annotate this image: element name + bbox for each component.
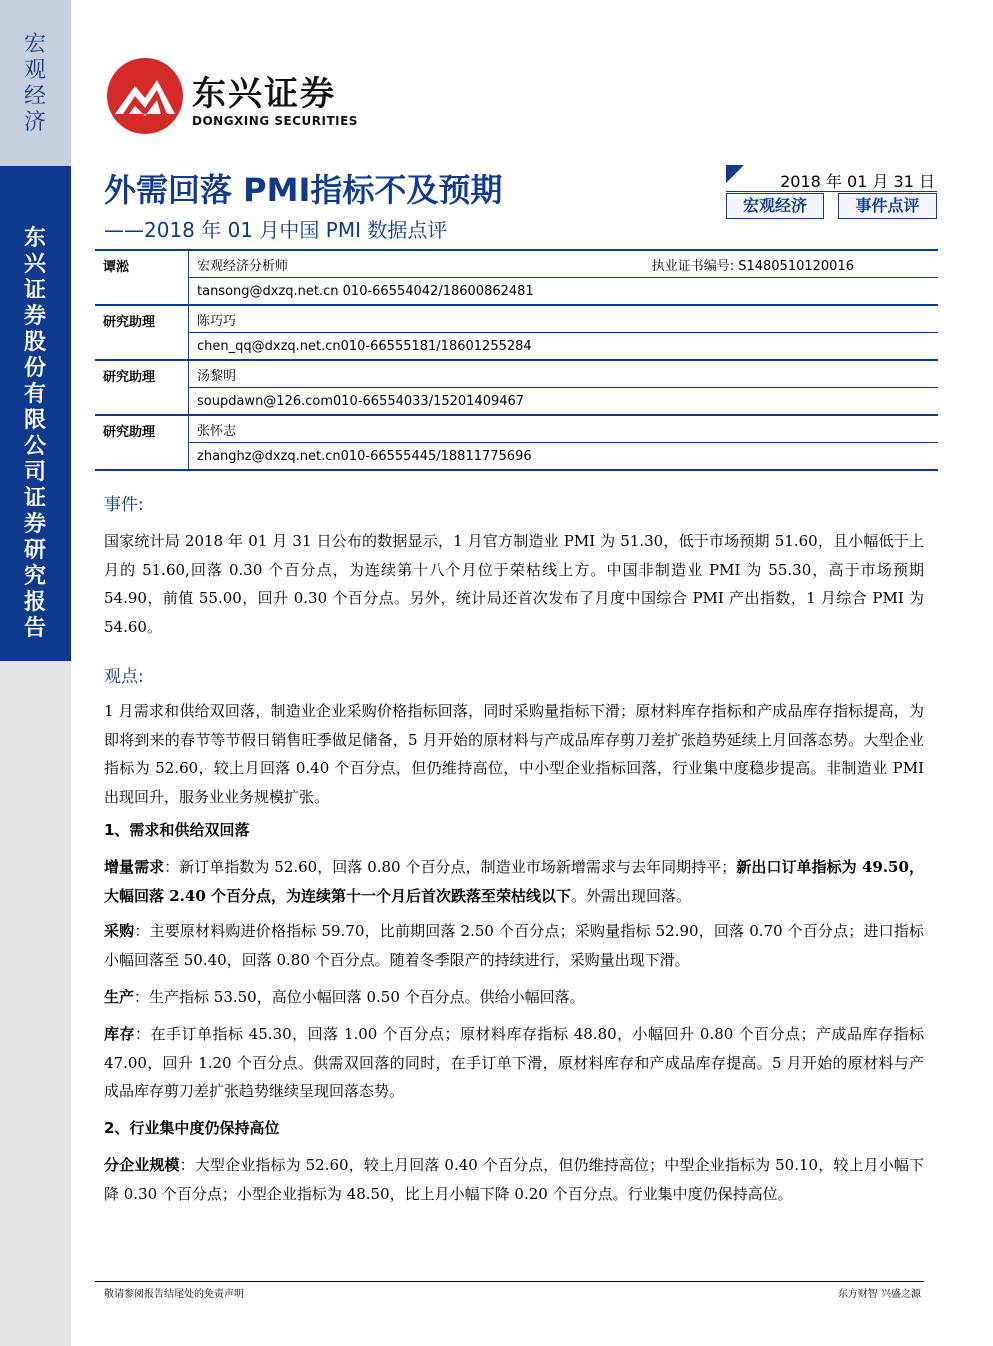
tag-macro: 宏观经济 — [726, 193, 824, 219]
event-paragraph: 国家统计局 2018 年 01 月 31 日公布的数据显示，1 月官方制造业 PMI 为 51.30，低于市场预期 51.60，且小幅低于上月的 51.60,回落 0.30 个百分点，为连续第十八个月位于荣枯线上方。中国非制造业 PMI 为 55.30，高于市场预期 54.90，前值 55.00，回升 0.30 个百分点。另外，统计局还首次发布了月度中国综合 PMI 产出指数，1 月综合 PMI 为 54.60。 — [104, 532, 924, 636]
inventory-paragraph — [104, 1020, 924, 1106]
sidebar-mid-band — [0, 166, 71, 661]
author-contact: soupdawn@126.com010-66554033/15201409467 — [189, 388, 939, 416]
sidebar-top-band — [0, 0, 71, 166]
sidebar-bottom-band — [0, 661, 71, 1346]
purchase-text: ：主要原材料购进价格指标 59.70，比前期回落 2.50 个百分点；采购量指标 52.90，回落 0.70 个百分点；进口指标小幅回落至 50.40，回落 0.80 个百分点。随着冬季限产的持续进行，采购量出现下滑。 — [104, 922, 924, 969]
author-contact-row — [95, 388, 938, 416]
author-contact: chen_qq@dxzq.net.cn010-66555181/18601255284 — [189, 333, 939, 361]
event-heading: 事件: — [104, 495, 144, 515]
sidebar-category-label: 宏观经济 — [23, 32, 46, 135]
author-name: 谭淞 — [95, 250, 189, 305]
tag-event-review: 事件点评 — [838, 193, 937, 219]
author-role: 陈巧巧 — [189, 305, 939, 333]
author-row — [95, 250, 938, 278]
author-role: 张怀志 — [189, 415, 939, 443]
purchase-paragraph — [104, 917, 924, 974]
footer-disclaimer: 敬请参阅报告结尾处的免责声明 — [104, 1289, 244, 1300]
production-label: 生产 — [104, 988, 135, 1006]
authors-table — [95, 249, 938, 471]
logo-mark-icon — [105, 56, 185, 136]
scale-text: ：大型企业指标为 52.60，较上月回落 0.40 个百分点，但仍维持高位；中型企业指标为 50.10，较上月小幅下降 0.30 个百分点；小型企业指标为 48.50，比上月小幅下降 0.20 个百分点。行业集中度仍保持高位。 — [104, 1156, 924, 1203]
author-role: 汤黎明 — [189, 360, 939, 388]
date-triangle-icon — [726, 165, 744, 183]
production-text: ：生产指标 53.50，高位小幅回落 0.50 个百分点。供给小幅回落。 — [134, 988, 585, 1006]
report-date: 2018 年 01 月 31 日 — [780, 172, 935, 191]
scale-paragraph — [104, 1151, 924, 1208]
author-name: 研究助理 — [95, 360, 189, 415]
author-contact: zhanghz@dxzq.net.cn010-66555445/18811775696 — [189, 443, 939, 471]
logo-english-name: DONGXING SECURITIES — [192, 114, 358, 128]
demand-tail: 。外需出现回落。 — [570, 886, 691, 905]
date-tag-box — [726, 165, 937, 219]
demand-label: 增量需求 — [104, 858, 165, 876]
date-row — [726, 165, 937, 192]
author-row — [95, 415, 938, 443]
demand-text: ：新订单指数为 52.60，回落 0.80 个百分点，制造业市场新增需求与去年同期持平； — [164, 858, 737, 876]
logo-chinese-name: 东兴证券 — [192, 74, 336, 114]
author-contact-row — [95, 443, 938, 471]
inventory-label: 库存 — [104, 1025, 135, 1043]
report-subtitle: ——2018 年 01 月中国 PMI 数据点评 — [104, 218, 448, 242]
inventory-text: ：在手订单指标 45.30，回落 1.00 个百分点；原材料库存指标 48.80，小幅回升 0.80 个百分点；产成品库存指标 47.00，回升 1.20 个百分点。供需双回落的同时，在手订单下滑，原材料库存和产成品库存提高。5 月开始的原材料与产成品库存剪刀差扩张趋势继续呈现回落态势。 — [104, 1025, 924, 1100]
demand-bold-text: 新出口订单指标为 49.50，大幅回落 2.40 个百分点，为连续第十一个月后首次跌落至荣枯线以下 — [104, 858, 924, 905]
author-role — [189, 250, 939, 278]
footer-slogan: 东方财智 兴盛之源 — [837, 1289, 921, 1300]
section1-heading: 1、需求和供给双回落 — [104, 821, 250, 839]
author-role-text: 宏观经济分析师 — [197, 258, 289, 274]
author-name: 研究助理 — [95, 305, 189, 360]
purchase-label: 采购 — [104, 922, 135, 940]
footer-divider — [95, 1281, 924, 1282]
author-contact: tansong@dxzq.net.cn 010-66554042/18600862481 — [189, 278, 939, 306]
demand-paragraph — [104, 853, 924, 910]
report-title: 外需回落 PMI指标不及预期 — [104, 171, 503, 209]
view-heading: 观点: — [104, 667, 144, 687]
production-paragraph — [104, 983, 924, 1012]
author-cert: 执业证书编号: S1480510120016 — [651, 258, 854, 274]
sidebar-company-label: 东兴证券股份有限公司证券研究报告 — [23, 226, 46, 641]
author-contact-row — [95, 333, 938, 361]
author-name: 研究助理 — [95, 415, 189, 470]
author-row — [95, 360, 938, 388]
author-row — [95, 305, 938, 333]
author-contact-row — [95, 278, 938, 306]
section2-heading: 2、行业集中度仍保持高位 — [104, 1119, 280, 1137]
scale-label: 分企业规模 — [104, 1156, 180, 1174]
view-paragraph: 1 月需求和供给双回落，制造业企业采购价格指标回落，同时采购量指标下滑；原材料库存指标和产成品库存指标提高，为即将到来的春节等节假日销售旺季做足储备，5 月开始的原材料与产成品库存剪刀差扩张趋势延续上月回落态势。大型企业指标为 52.60，较上月回落 0.40 个百分点，但仍维持高位，中小型企业指标回落，行业集中度稳步提高。非制造业 PMI 出现回升，服务业业务规模扩张。 — [104, 702, 924, 806]
